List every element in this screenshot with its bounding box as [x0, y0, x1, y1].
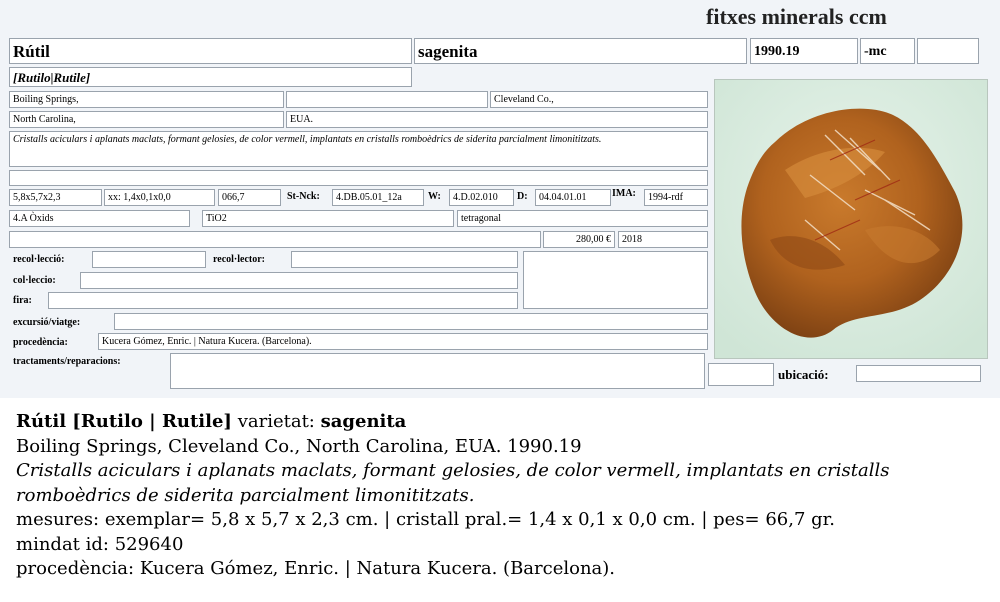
tractaments-field[interactable]	[170, 353, 705, 389]
description-extra-field[interactable]	[9, 170, 708, 186]
recolleccio-field[interactable]	[92, 251, 206, 268]
procedencia-label: procedència:	[13, 337, 68, 348]
colleccio-field[interactable]	[80, 272, 518, 289]
summary-title-line	[16, 410, 986, 435]
weight-field[interactable]: 066,7	[218, 189, 281, 206]
recolleccio-label: recol·lecció:	[13, 254, 65, 265]
ima-field[interactable]: 1994-rdf	[644, 189, 708, 206]
recollector-field[interactable]	[291, 251, 518, 268]
recollector-label: recol·lector:	[213, 254, 266, 265]
species-field[interactable]: Rútil	[9, 38, 412, 64]
state-field[interactable]: North Carolina,	[9, 111, 284, 128]
ubicacio-field[interactable]	[856, 365, 981, 382]
variety-field[interactable]: sagenita	[414, 38, 747, 64]
class-field[interactable]: 4.A Òxids	[9, 210, 190, 227]
w-label: W:	[428, 191, 441, 202]
county-field[interactable]: Cleveland Co.,	[490, 91, 708, 108]
summary-description-line-1: Cristalls aciculars i aplanats maclats, formant gelosies, de color vermell, implantats en cristalls	[16, 460, 890, 481]
tractaments-label: tractaments/reparacions:	[13, 356, 121, 367]
description-field[interactable]: Cristalls aciculars i aplanats maclats, formant gelosies, de color vermell, implantats en cristalls romboèdrics de siderita parcialment limonititzats.	[9, 131, 708, 167]
d-field[interactable]: 04.04.01.01	[535, 189, 611, 206]
notes-field[interactable]	[9, 231, 541, 248]
specimen-photo	[714, 79, 988, 359]
locality-field-1[interactable]: Boiling Springs,	[9, 91, 284, 108]
summary-procedencia: procedència: Kucera Gómez, Enric. | Natura Kucera. (Barcelona).	[16, 558, 616, 579]
ima-label: IMA:	[612, 188, 636, 199]
colleccio-label: col·leccio:	[13, 275, 56, 286]
crystal-size-field[interactable]: xx: 1,4x0,1x0,0	[104, 189, 215, 206]
procedencia-field[interactable]: Kucera Gómez, Enric. | Natura Kucera. (Barcelona).	[98, 333, 708, 350]
summary-name: Rútil [Rutilo | Rutile]	[16, 411, 232, 432]
formula-field[interactable]: TiO2	[202, 210, 454, 227]
fira-field[interactable]	[48, 292, 518, 309]
summary-block	[16, 410, 986, 582]
country-field[interactable]: EUA.	[286, 111, 708, 128]
summary-measures: mesures: exemplar= 5,8 x 5,7 x 2,3 cm. | cristall pral.= 1,4 x 0,1 x 0,0 cm. | pes= 66,7 gr.	[16, 509, 836, 530]
summary-mindat: mindat id: 529640	[16, 533, 184, 555]
excursio-field[interactable]	[114, 313, 708, 330]
catalog-number-field[interactable]: 1990.19	[750, 38, 858, 64]
ubicacio-label: ubicació:	[778, 367, 829, 382]
notes-box[interactable]	[523, 251, 708, 309]
locality-field-2[interactable]	[286, 91, 488, 108]
w-field[interactable]: 4.D.02.010	[449, 189, 514, 206]
system-field[interactable]: tetragonal	[457, 210, 708, 227]
price-field[interactable]: 280,00 €	[543, 231, 615, 248]
collection-suffix-field[interactable]: -mc	[860, 38, 915, 64]
brand-title: fitxes minerals ccm	[706, 4, 887, 29]
strunz-field[interactable]: 4.DB.05.01_12a	[332, 189, 424, 206]
synonyms-field[interactable]: [Rutilo|Rutile]	[9, 67, 412, 87]
ubicacio-code-field[interactable]	[708, 363, 774, 386]
specimen-image	[715, 80, 987, 358]
dimensions-field[interactable]: 5,8x5,7x2,3	[9, 189, 102, 206]
summary-locality: Boiling Springs, Cleveland Co., North Carolina, EUA. 1990.19	[16, 435, 582, 457]
d-label: D:	[517, 191, 528, 202]
summary-description-line-2: romboèdrics de siderita parcialment limonititzats.	[16, 484, 475, 506]
year-field[interactable]: 2018	[618, 231, 708, 248]
strunz-label: St-Nck:	[287, 191, 320, 202]
fira-label: fira:	[13, 295, 32, 306]
excursio-label: excursió/viatge:	[13, 317, 81, 328]
summary-variety: sagenita	[320, 411, 407, 432]
extra-code-field[interactable]	[917, 38, 979, 64]
summary-variety-label: varietat:	[237, 411, 315, 432]
